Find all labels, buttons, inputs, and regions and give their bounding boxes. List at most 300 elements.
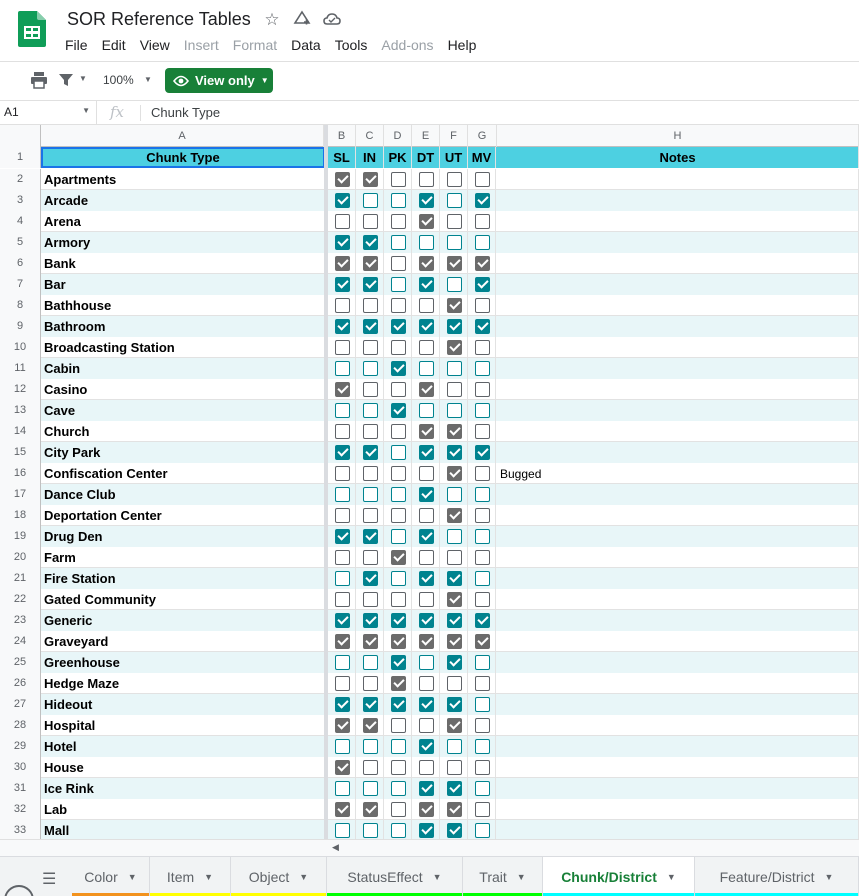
sheet-tab-chevron-down-icon[interactable]: ▼ (432, 872, 442, 882)
checkbox-unchecked[interactable] (475, 592, 490, 607)
checkbox-unchecked[interactable] (447, 361, 462, 376)
checkbox-unchecked[interactable] (447, 277, 462, 292)
checkbox-unchecked[interactable] (391, 823, 406, 838)
checkbox-checked[interactable] (419, 781, 434, 796)
checkbox-checked[interactable] (391, 613, 406, 628)
notes-cell[interactable] (497, 484, 859, 505)
checkbox-checked[interactable] (335, 277, 350, 292)
checkbox-unchecked[interactable] (447, 193, 462, 208)
checkbox-unchecked[interactable] (475, 466, 490, 481)
filter-icon[interactable] (58, 72, 74, 91)
checkbox-unchecked[interactable] (391, 256, 406, 271)
checkbox-unchecked[interactable] (419, 676, 434, 691)
scroll-left-icon[interactable]: ◀ (332, 842, 339, 852)
move-to-drive-icon[interactable] (292, 10, 312, 30)
checkbox-unchecked[interactable] (363, 424, 378, 439)
horizontal-scrollbar[interactable] (0, 839, 859, 856)
print-icon[interactable] (30, 71, 48, 92)
checkbox-unchecked[interactable] (391, 277, 406, 292)
checkbox-unchecked[interactable] (475, 529, 490, 544)
header-flag-ut[interactable]: UT (440, 147, 468, 168)
checkbox-unchecked[interactable] (475, 487, 490, 502)
checkbox-unchecked[interactable] (363, 760, 378, 775)
checkbox-checked[interactable] (363, 235, 378, 250)
checkbox-unchecked[interactable] (447, 214, 462, 229)
checkbox-unchecked[interactable] (419, 403, 434, 418)
menu-view[interactable]: View (139, 37, 170, 53)
checkbox-unchecked[interactable] (391, 802, 406, 817)
checkbox-unchecked[interactable] (475, 403, 490, 418)
notes-cell[interactable] (497, 232, 859, 253)
checkbox-checked[interactable] (363, 277, 378, 292)
menu-insert[interactable]: Insert (183, 37, 219, 53)
checkbox-unchecked[interactable] (391, 592, 406, 607)
checkbox-unchecked[interactable] (363, 823, 378, 838)
checkbox-checked[interactable] (335, 256, 350, 271)
checkbox-unchecked[interactable] (447, 760, 462, 775)
checkbox-unchecked[interactable] (335, 340, 350, 355)
row-number[interactable]: 28 (0, 715, 41, 736)
row-number[interactable]: 4 (0, 211, 41, 232)
chunk-name-cell[interactable]: Deportation Center (41, 505, 325, 526)
row-number[interactable]: 25 (0, 652, 41, 673)
chunk-name-cell[interactable]: Hideout (41, 694, 325, 715)
checkbox-unchecked[interactable] (419, 718, 434, 733)
column-header-f[interactable]: F (440, 125, 468, 147)
column-header-e[interactable]: E (412, 125, 440, 147)
row-number[interactable]: 32 (0, 799, 41, 820)
checkbox-unchecked[interactable] (475, 172, 490, 187)
checkbox-checked[interactable] (419, 613, 434, 628)
checkbox-unchecked[interactable] (447, 235, 462, 250)
checkbox-unchecked[interactable] (335, 550, 350, 565)
checkbox-unchecked[interactable] (363, 781, 378, 796)
checkbox-unchecked[interactable] (475, 718, 490, 733)
menu-data[interactable]: Data (291, 37, 321, 53)
checkbox-checked[interactable] (419, 277, 434, 292)
checkbox-checked[interactable] (419, 445, 434, 460)
checkbox-checked[interactable] (391, 319, 406, 334)
checkbox-checked[interactable] (419, 319, 434, 334)
checkbox-checked[interactable] (335, 172, 350, 187)
notes-cell[interactable] (497, 295, 859, 316)
chunk-name-cell[interactable]: Ice Rink (41, 778, 325, 799)
checkbox-unchecked[interactable] (335, 214, 350, 229)
sheet-tab-chevron-down-icon[interactable]: ▼ (516, 872, 526, 882)
row-number[interactable]: 27 (0, 694, 41, 715)
checkbox-checked[interactable] (419, 193, 434, 208)
checkbox-checked[interactable] (335, 193, 350, 208)
chunk-name-cell[interactable]: Apartments (41, 169, 325, 190)
chunk-name-cell[interactable]: Dance Club (41, 484, 325, 505)
checkbox-unchecked[interactable] (363, 550, 378, 565)
row-number[interactable]: 20 (0, 547, 41, 568)
checkbox-unchecked[interactable] (335, 361, 350, 376)
checkbox-checked[interactable] (391, 550, 406, 565)
chunk-name-cell[interactable]: Hospital (41, 715, 325, 736)
checkbox-unchecked[interactable] (475, 550, 490, 565)
column-header-b[interactable]: B (328, 125, 356, 147)
checkbox-checked[interactable] (447, 613, 462, 628)
all-sheets-menu-icon[interactable]: ☰ (42, 871, 57, 888)
checkbox-unchecked[interactable] (363, 487, 378, 502)
notes-cell[interactable] (497, 799, 859, 820)
zoom-chevron-down-icon[interactable]: ▼ (144, 75, 152, 84)
sheet-tab-chevron-down-icon[interactable]: ▼ (204, 872, 214, 882)
header-flag-dt[interactable]: DT (412, 147, 440, 168)
checkbox-unchecked[interactable] (391, 445, 406, 460)
checkbox-checked[interactable] (391, 403, 406, 418)
checkbox-checked[interactable] (447, 655, 462, 670)
checkbox-unchecked[interactable] (391, 739, 406, 754)
chunk-name-cell[interactable]: Fire Station (41, 568, 325, 589)
row-number[interactable]: 31 (0, 778, 41, 799)
row-number[interactable]: 8 (0, 295, 41, 316)
notes-cell[interactable] (497, 190, 859, 211)
checkbox-unchecked[interactable] (363, 508, 378, 523)
checkbox-checked[interactable] (447, 823, 462, 838)
notes-cell[interactable] (497, 442, 859, 463)
notes-cell[interactable] (497, 778, 859, 799)
checkbox-unchecked[interactable] (475, 781, 490, 796)
checkbox-unchecked[interactable] (363, 382, 378, 397)
checkbox-checked[interactable] (363, 445, 378, 460)
checkbox-unchecked[interactable] (447, 403, 462, 418)
chunk-name-cell[interactable]: Hotel (41, 736, 325, 757)
checkbox-unchecked[interactable] (475, 508, 490, 523)
checkbox-unchecked[interactable] (475, 697, 490, 712)
add-sheet-button[interactable] (0, 857, 30, 896)
sheet-tab-statuseffect[interactable] (327, 857, 463, 896)
checkbox-checked[interactable] (363, 319, 378, 334)
notes-cell[interactable] (497, 694, 859, 715)
checkbox-unchecked[interactable] (335, 823, 350, 838)
checkbox-checked[interactable] (363, 529, 378, 544)
checkbox-unchecked[interactable] (391, 298, 406, 313)
checkbox-unchecked[interactable] (335, 571, 350, 586)
checkbox-checked[interactable] (447, 802, 462, 817)
header-chunk-type[interactable]: Chunk Type (41, 147, 325, 168)
checkbox-unchecked[interactable] (391, 466, 406, 481)
sheet-tab-color[interactable] (72, 857, 150, 896)
sheet-tab-chevron-down-icon[interactable]: ▼ (299, 872, 309, 882)
column-header-g[interactable]: G (468, 125, 497, 147)
checkbox-checked[interactable] (335, 529, 350, 544)
menu-add-ons[interactable]: Add-ons (381, 37, 434, 53)
menu-help[interactable]: Help (447, 37, 477, 53)
checkbox-unchecked[interactable] (475, 214, 490, 229)
checkbox-checked[interactable] (447, 466, 462, 481)
row-number[interactable]: 3 (0, 190, 41, 211)
checkbox-unchecked[interactable] (335, 739, 350, 754)
checkbox-checked[interactable] (363, 613, 378, 628)
chunk-name-cell[interactable]: Casino (41, 379, 325, 400)
checkbox-unchecked[interactable] (391, 571, 406, 586)
checkbox-checked[interactable] (447, 424, 462, 439)
notes-cell[interactable] (497, 610, 859, 631)
checkbox-checked[interactable] (447, 697, 462, 712)
checkbox-unchecked[interactable] (363, 298, 378, 313)
checkbox-checked[interactable] (363, 697, 378, 712)
checkbox-checked[interactable] (447, 298, 462, 313)
chunk-name-cell[interactable]: Gated Community (41, 589, 325, 610)
checkbox-checked[interactable] (363, 172, 378, 187)
checkbox-checked[interactable] (447, 718, 462, 733)
chunk-name-cell[interactable]: Bathhouse (41, 295, 325, 316)
checkbox-unchecked[interactable] (363, 193, 378, 208)
checkbox-unchecked[interactable] (391, 340, 406, 355)
checkbox-unchecked[interactable] (475, 424, 490, 439)
chunk-name-cell[interactable]: House (41, 757, 325, 778)
row-number[interactable]: 26 (0, 673, 41, 694)
checkbox-unchecked[interactable] (335, 487, 350, 502)
checkbox-checked[interactable] (475, 613, 490, 628)
checkbox-unchecked[interactable] (391, 214, 406, 229)
checkbox-unchecked[interactable] (335, 676, 350, 691)
checkbox-unchecked[interactable] (475, 676, 490, 691)
checkbox-unchecked[interactable] (419, 298, 434, 313)
checkbox-checked[interactable] (419, 802, 434, 817)
row-number[interactable]: 7 (0, 274, 41, 295)
row-number[interactable]: 18 (0, 505, 41, 526)
checkbox-checked[interactable] (335, 634, 350, 649)
sheet-tab-trait[interactable] (463, 857, 543, 896)
row-number[interactable]: 23 (0, 610, 41, 631)
column-header-a[interactable]: A (41, 125, 324, 147)
frozen-column-divider[interactable] (324, 125, 328, 839)
chunk-name-cell[interactable]: Bank (41, 253, 325, 274)
checkbox-unchecked[interactable] (447, 382, 462, 397)
checkbox-unchecked[interactable] (335, 466, 350, 481)
sheet-tab-chevron-down-icon[interactable]: ▼ (666, 872, 676, 882)
checkbox-checked[interactable] (447, 571, 462, 586)
row-number[interactable]: 9 (0, 316, 41, 337)
checkbox-checked[interactable] (419, 382, 434, 397)
checkbox-checked[interactable] (475, 319, 490, 334)
checkbox-unchecked[interactable] (419, 655, 434, 670)
sheet-tab-feature-district[interactable] (695, 857, 859, 896)
column-header-d[interactable]: D (384, 125, 412, 147)
sheet-tab-chevron-down-icon[interactable]: ▼ (824, 872, 834, 882)
chunk-name-cell[interactable]: Cave (41, 400, 325, 421)
checkbox-unchecked[interactable] (363, 655, 378, 670)
chunk-name-cell[interactable]: City Park (41, 442, 325, 463)
checkbox-checked[interactable] (335, 697, 350, 712)
checkbox-unchecked[interactable] (447, 676, 462, 691)
header-flag-mv[interactable]: MV (468, 147, 496, 168)
checkbox-checked[interactable] (447, 781, 462, 796)
row-number[interactable]: 16 (0, 463, 41, 484)
checkbox-unchecked[interactable] (447, 529, 462, 544)
menu-edit[interactable]: Edit (101, 37, 126, 53)
checkbox-unchecked[interactable] (475, 382, 490, 397)
checkbox-checked[interactable] (419, 424, 434, 439)
checkbox-unchecked[interactable] (475, 802, 490, 817)
row-number[interactable]: 17 (0, 484, 41, 505)
checkbox-checked[interactable] (391, 655, 406, 670)
checkbox-unchecked[interactable] (447, 550, 462, 565)
checkbox-unchecked[interactable] (363, 340, 378, 355)
checkbox-unchecked[interactable] (363, 403, 378, 418)
checkbox-unchecked[interactable] (363, 214, 378, 229)
checkbox-unchecked[interactable] (391, 508, 406, 523)
checkbox-checked[interactable] (447, 340, 462, 355)
checkbox-unchecked[interactable] (335, 655, 350, 670)
chunk-name-cell[interactable]: Church (41, 421, 325, 442)
checkbox-checked[interactable] (391, 676, 406, 691)
checkbox-checked[interactable] (335, 235, 350, 250)
chunk-name-cell[interactable]: Arena (41, 211, 325, 232)
formula-input[interactable]: Chunk Type (151, 105, 221, 120)
checkbox-checked[interactable] (335, 445, 350, 460)
cloud-status-icon[interactable] (322, 10, 342, 30)
checkbox-checked[interactable] (391, 361, 406, 376)
checkbox-checked[interactable] (335, 802, 350, 817)
row-number[interactable]: 19 (0, 526, 41, 547)
chunk-name-cell[interactable]: Bar (41, 274, 325, 295)
checkbox-unchecked[interactable] (391, 193, 406, 208)
chunk-name-cell[interactable]: Lab (41, 799, 325, 820)
notes-cell[interactable] (497, 253, 859, 274)
row-number[interactable]: 5 (0, 232, 41, 253)
notes-cell[interactable] (497, 337, 859, 358)
chunk-name-cell[interactable]: Drug Den (41, 526, 325, 547)
checkbox-unchecked[interactable] (419, 550, 434, 565)
view-only-button[interactable] (165, 68, 273, 93)
checkbox-checked[interactable] (419, 739, 434, 754)
checkbox-unchecked[interactable] (335, 781, 350, 796)
checkbox-unchecked[interactable] (419, 361, 434, 376)
row-number[interactable]: 1 (0, 147, 41, 168)
checkbox-checked[interactable] (475, 445, 490, 460)
header-notes[interactable]: Notes (497, 147, 859, 168)
row-number[interactable]: 21 (0, 568, 41, 589)
checkbox-checked[interactable] (447, 256, 462, 271)
chunk-name-cell[interactable]: Arcade (41, 190, 325, 211)
checkbox-unchecked[interactable] (419, 592, 434, 607)
notes-cell[interactable] (497, 715, 859, 736)
checkbox-unchecked[interactable] (447, 487, 462, 502)
checkbox-unchecked[interactable] (419, 172, 434, 187)
notes-cell[interactable] (497, 757, 859, 778)
checkbox-checked[interactable] (335, 319, 350, 334)
notes-cell[interactable] (497, 673, 859, 694)
checkbox-checked[interactable] (335, 613, 350, 628)
checkbox-checked[interactable] (363, 634, 378, 649)
notes-cell[interactable] (497, 505, 859, 526)
checkbox-unchecked[interactable] (391, 382, 406, 397)
row-number[interactable]: 13 (0, 400, 41, 421)
notes-cell[interactable] (497, 568, 859, 589)
notes-cell[interactable] (497, 547, 859, 568)
notes-cell[interactable]: Bugged (497, 463, 859, 484)
chunk-name-cell[interactable]: Greenhouse (41, 652, 325, 673)
checkbox-checked[interactable] (419, 823, 434, 838)
checkbox-unchecked[interactable] (447, 172, 462, 187)
checkbox-checked[interactable] (391, 634, 406, 649)
checkbox-checked[interactable] (363, 571, 378, 586)
chunk-name-cell[interactable]: Broadcasting Station (41, 337, 325, 358)
column-header-h[interactable]: H (497, 125, 859, 147)
checkbox-checked[interactable] (363, 718, 378, 733)
checkbox-unchecked[interactable] (419, 340, 434, 355)
notes-cell[interactable] (497, 379, 859, 400)
notes-cell[interactable] (497, 316, 859, 337)
notes-cell[interactable] (497, 820, 859, 839)
row-number[interactable]: 6 (0, 253, 41, 274)
checkbox-checked[interactable] (419, 634, 434, 649)
sheet-tab-chunk-district[interactable] (543, 857, 695, 896)
checkbox-unchecked[interactable] (391, 487, 406, 502)
checkbox-unchecked[interactable] (391, 235, 406, 250)
checkbox-unchecked[interactable] (475, 340, 490, 355)
chunk-name-cell[interactable]: Mall (41, 820, 325, 839)
header-flag-in[interactable]: IN (356, 147, 384, 168)
checkbox-unchecked[interactable] (475, 235, 490, 250)
checkbox-unchecked[interactable] (335, 592, 350, 607)
row-number[interactable]: 14 (0, 421, 41, 442)
checkbox-unchecked[interactable] (363, 592, 378, 607)
checkbox-checked[interactable] (363, 256, 378, 271)
star-icon[interactable]: ☆ (264, 10, 280, 29)
checkbox-unchecked[interactable] (419, 760, 434, 775)
chunk-name-cell[interactable]: Armory (41, 232, 325, 253)
sheets-logo-icon[interactable] (18, 11, 46, 47)
checkbox-checked[interactable] (447, 592, 462, 607)
chunk-name-cell[interactable]: Graveyard (41, 631, 325, 652)
checkbox-unchecked[interactable] (419, 235, 434, 250)
row-number[interactable]: 2 (0, 169, 41, 190)
checkbox-checked[interactable] (419, 697, 434, 712)
checkbox-unchecked[interactable] (391, 424, 406, 439)
sheet-tab-item[interactable] (150, 857, 231, 896)
checkbox-unchecked[interactable] (363, 676, 378, 691)
notes-cell[interactable] (497, 589, 859, 610)
checkbox-unchecked[interactable] (335, 508, 350, 523)
checkbox-unchecked[interactable] (419, 508, 434, 523)
header-flag-sl[interactable]: SL (328, 147, 356, 168)
notes-cell[interactable] (497, 526, 859, 547)
checkbox-unchecked[interactable] (475, 361, 490, 376)
header-flag-pk[interactable]: PK (384, 147, 412, 168)
checkbox-unchecked[interactable] (419, 466, 434, 481)
checkbox-checked[interactable] (475, 634, 490, 649)
checkbox-checked[interactable] (419, 256, 434, 271)
checkbox-checked[interactable] (419, 571, 434, 586)
document-title[interactable]: SOR Reference Tables (67, 9, 251, 29)
checkbox-unchecked[interactable] (391, 760, 406, 775)
row-number[interactable]: 12 (0, 379, 41, 400)
checkbox-unchecked[interactable] (363, 361, 378, 376)
sheet-tab-object[interactable] (231, 857, 327, 896)
checkbox-checked[interactable] (475, 277, 490, 292)
checkbox-unchecked[interactable] (475, 739, 490, 754)
checkbox-checked[interactable] (335, 382, 350, 397)
checkbox-unchecked[interactable] (475, 655, 490, 670)
notes-cell[interactable] (497, 211, 859, 232)
checkbox-checked[interactable] (475, 256, 490, 271)
menu-format[interactable]: Format (232, 37, 278, 53)
column-header-c[interactable]: C (356, 125, 384, 147)
notes-cell[interactable] (497, 400, 859, 421)
row-number[interactable]: 15 (0, 442, 41, 463)
chunk-name-cell[interactable]: Generic (41, 610, 325, 631)
checkbox-checked[interactable] (419, 214, 434, 229)
checkbox-unchecked[interactable] (475, 571, 490, 586)
chunk-name-cell[interactable]: Cabin (41, 358, 325, 379)
checkbox-checked[interactable] (335, 760, 350, 775)
checkbox-checked[interactable] (447, 319, 462, 334)
